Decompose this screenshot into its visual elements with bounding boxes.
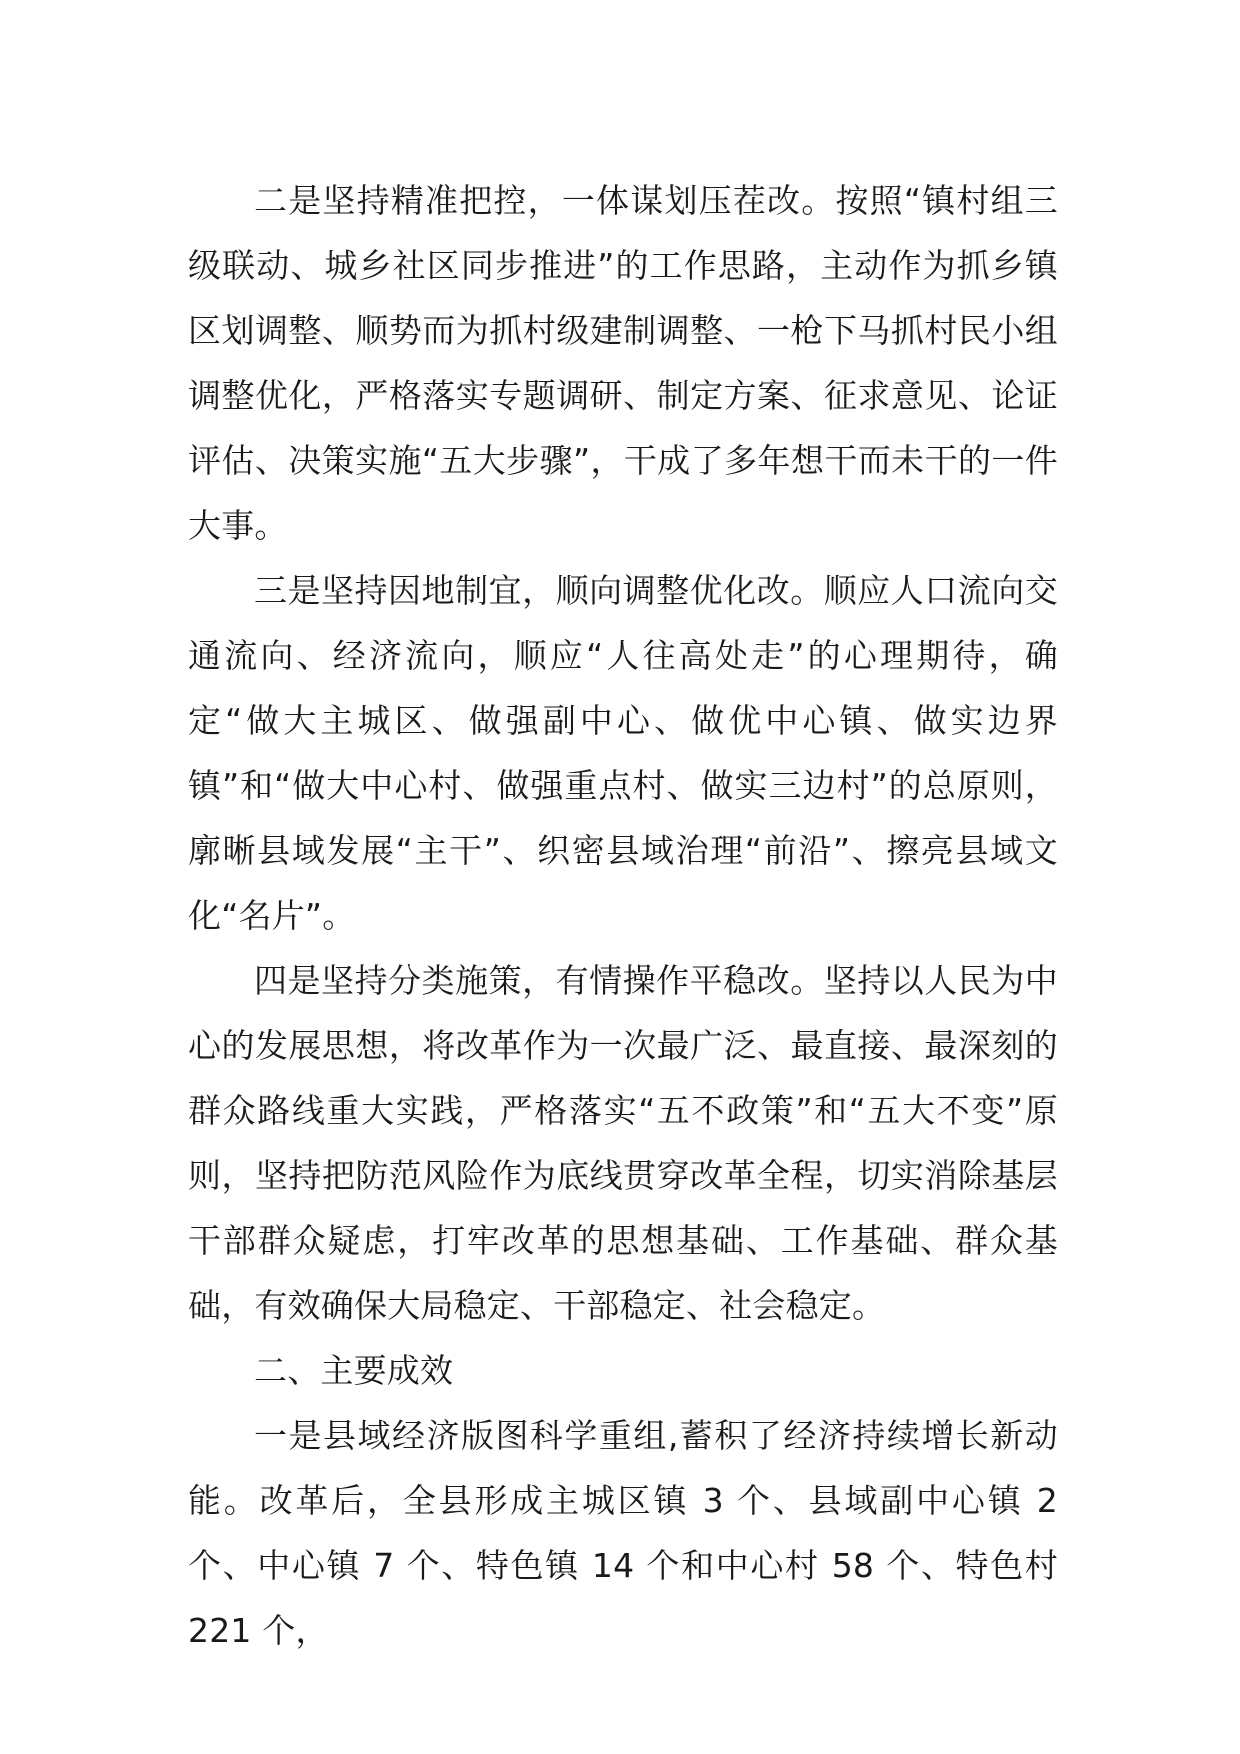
paragraph-county-economy: 一是县域经济版图科学重组,蓄积了经济持续增长新动能。改革后，全县形成主城区镇 3 个、县域副中心镇 2 个、中心镇 7 个、特色镇 14 个和中心村 58 个、特色村 221 个， (188, 1416, 1058, 1650)
paragraph-precise-control: 二是坚持精准把控，一体谋划压茬改。按照“镇村组三级联动、城乡社区同步推进”的工作思路，主动作为抓乡镇区划调整、顺势而为抓村级建制调整、一枪下马抓村民小组调整优化，严格落实专题调研、制定方案、征求意见、论证评估、决策实施“五大步骤”，干成了多年想干而未干的一件大事。 (188, 181, 1058, 545)
paragraph-local-conditions: 三是坚持因地制宜，顺向调整优化改。顺应人口流向交通流向、经济流向，顺应“人往高处走”的心理期待，确定“做大主城区、做强副中心、做优中心镇、做实边界镇”和“做大中心村、做强重点村、做实三边村”的总原则，廓晰县域发展“主干”、织密县域治理“前沿”、擦亮县域文化“名片”。 (188, 571, 1058, 935)
paragraph-classified-policy: 四是坚持分类施策，有情操作平稳改。坚持以人民为中心的发展思想，将改革作为一次最广泛、最直接、最深刻的群众路线重大实践，严格落实“五不政策”和“五大不变”原则，坚持把防范风险作为底线贯穿改革全程，切实消除基层干部群众疑虑，打牢改革的思想基础、工作基础、群众基础，有效确保大局稳定、干部稳定、社会稳定。 (188, 961, 1058, 1325)
document-body (188, 168, 1058, 1663)
section-heading-main-results: 二、主要成效 (254, 1351, 454, 1390)
